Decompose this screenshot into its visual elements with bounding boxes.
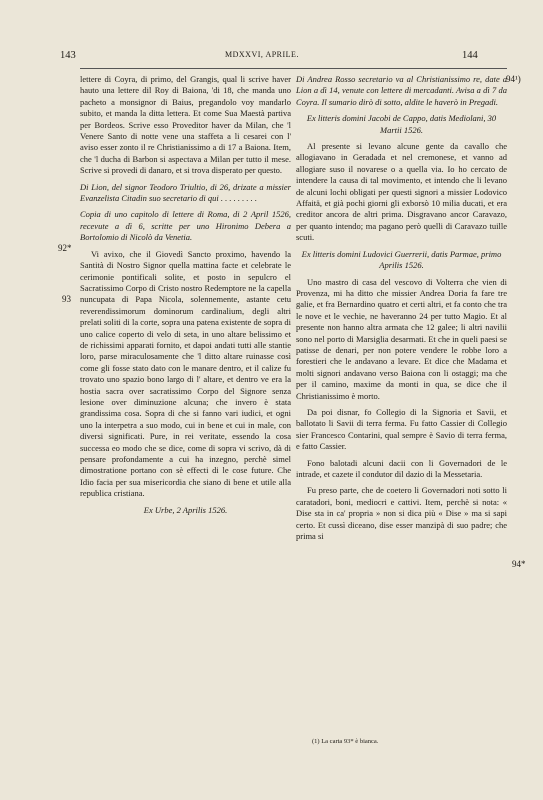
left-column [80,74,291,521]
margin-number-93: 93 [62,294,71,304]
right-column [296,74,507,547]
closing-line: Ex Urbe, 2 Aprilis 1526. [143,504,228,515]
page-number-left: 143 [60,50,76,61]
section-heading: Ex litteris domini Jacobi de Cappo, datis Mediolani, 30 Martii 1526. [306,113,497,135]
header-rule [80,68,507,69]
section-heading: Ex litteris domini Ludovici Guerrerii, datis Parmae, primo Aprilis 1526. [301,248,502,271]
section-heading: Di Lion, del signor Teodoro Triultio, di 26, drizate a missier Evanzelista Citadin suo secretario di qui . . . . . . . . . [80,181,291,204]
paragraph: lettere di Coyra, di primo, del Grangis, qual li scrive haver hauto una lettere dil Roy di Baiona, 'di 18, che manda uno pacheto a monsignor di Baius, pregandolo voy mandarlo subito, et manda la ditta lettera. Et come Sua Maestà partiva per Bordeos. Scrive esso Proveditor haver da Milan, che 'l Venere Santo di notte vene una staffeta a li cesarei con l' aviso esser zonto il re Christianissimo a di 17 a Baiona. Item, che 'l ducha di Barbon si aspectava a Milan per tutto il mese. Scrive si provedi di danaro, et si trova disperato per questo. [80,74,291,176]
paragraph: Di Andrea Rosso secretario va al Christianissimo re, date a Lion a dì 14, venute con lettere di mercadanti. Avisa a dì 7 da Coyra. Il sumario dirò di sotto, aldite le haverò in Pregadi. [296,74,507,107]
margin-number-94: 94* [512,559,526,569]
paragraph: Vi avixo, che il Giovedì Sancto proximo, havendo la Santità di Nostro Signor quella mattina facte et celebrate le cerimonie pontificali solite, et posto in sepulcro el Sacratissimo Corpo di Cristo nostro Redemptore ne la capella nuncupata di Papa Nicola, solennemente, astante cetu reverendissimorum dominorum cardinalium, degli altri prelati soliti di la corte, sopra una patena existente de sopra di uno calice coperto di velo di seta, in uno altare belissimo et de richissimi apparati fornito, et dapoi andati tutti alle stantie loro, parse miraculosamente che 'l ditto altare ruinasse così come gli fosse stato dato con le manare dentro, et il calize fu trovato uno spazio bono largo di l' altare, et dentro ve era la hostia sacra over sacratissimo Corpo del Signore senza lesione over diminuzione alcuna; che invero è stata grandissima cosa. Sopra di che si fanno vari iudici, et ogni uno la interpetra a suo modo, cui in bene et cui in male, con diversi significati. Pure, in rei veritate, essendo la cosa successa eo modo che se dice, come di sopra vi scrivo, dà di pensare profondamente a cui ha inzegno, perchè simel dimostratione portano con sè effecti di le cose future. Che Idio facia per sua misericordia che siano di bene et utile alla republica cristiana. [80,248,291,499]
paragraph: Al presente si levano alcune gente da cavallo che allogiavano in Geradada et nel cremonese, et vanno ad allogiare suso il novarese o a quella via. Io ho cercato de intendere la causa di tal movimento, et intendo che li levano de alcuni lochi obligati per questi signori a missier Lodovico Affaitä, et già pochi giorni gli exborsò 10 milia ducati, et era creditor ancora de altri prima. Disgravano ancor Caravazo, per quanto intendo; ma pagano però quelli di Caravazo tuille scuti. [296,141,507,243]
paragraph: Fu preso parte, che de coetero li Governadori noti sotto li caratadori, boni, mediocri e cattivi. Item, perchè si nota: « Dise sta in ca' propria » non si dica più « Dise » ma si sapi certo. Et cussì diceano, dise esser manzipà di suo padre; che prima si [296,485,507,542]
running-title: MDXXVI, APRILE. [225,50,299,59]
margin-number-92: 92* [58,243,72,253]
footnote: (1) La carta 93* è bianca. [312,738,379,745]
page-number-right: 144 [462,50,478,61]
margin-number-94-note: 94¹) [506,74,521,84]
section-heading: Copia di uno capitolo di lettere di Roma, di 2 April 1526, recevute a dì 6, scritte per uno Hironimo Debera a Bortolomio di Nicolò da Venetia. [80,209,291,243]
paragraph: Da poi disnar, fo Collegio di la Signoria et Savii, et ballotato li Savii di terra ferma. Fu fatto Cassier di Collegio sier Francesco Contarini, qual sempre è Savio di terra ferma, e fatto Cassier. [296,406,507,452]
running-header [60,50,480,64]
paragraph: Fono balotadi alcuni dacii con li Governadori de le intrade, et cazete il condutor dil dazio di la Messetaria. [296,457,507,479]
paragraph: Uno mastro di casa del vescovo di Volterra che vien di Provenza, mi ha ditto che missier Andrea Doria fa fare tre galie, et fra Bernardino quatro et certi altri, et fa conto che tra le nove et le vechie, ne haveranno 24 per tutto Magio. Et al presente non hanno altra armata che 12 galee; li altri navilii sono nel porto di Marsiglia desarmati. Et che in queli paesi se patisse de denari, per non potere vendere le robbe loro a forestieri che le andavano a levare. Et dice che Madama et molti signori andavano verso Baiona con li ostaggi; ma che per il camino, maxime da monti in qua, se dice che il Christianissimo è morto. [296,276,507,401]
